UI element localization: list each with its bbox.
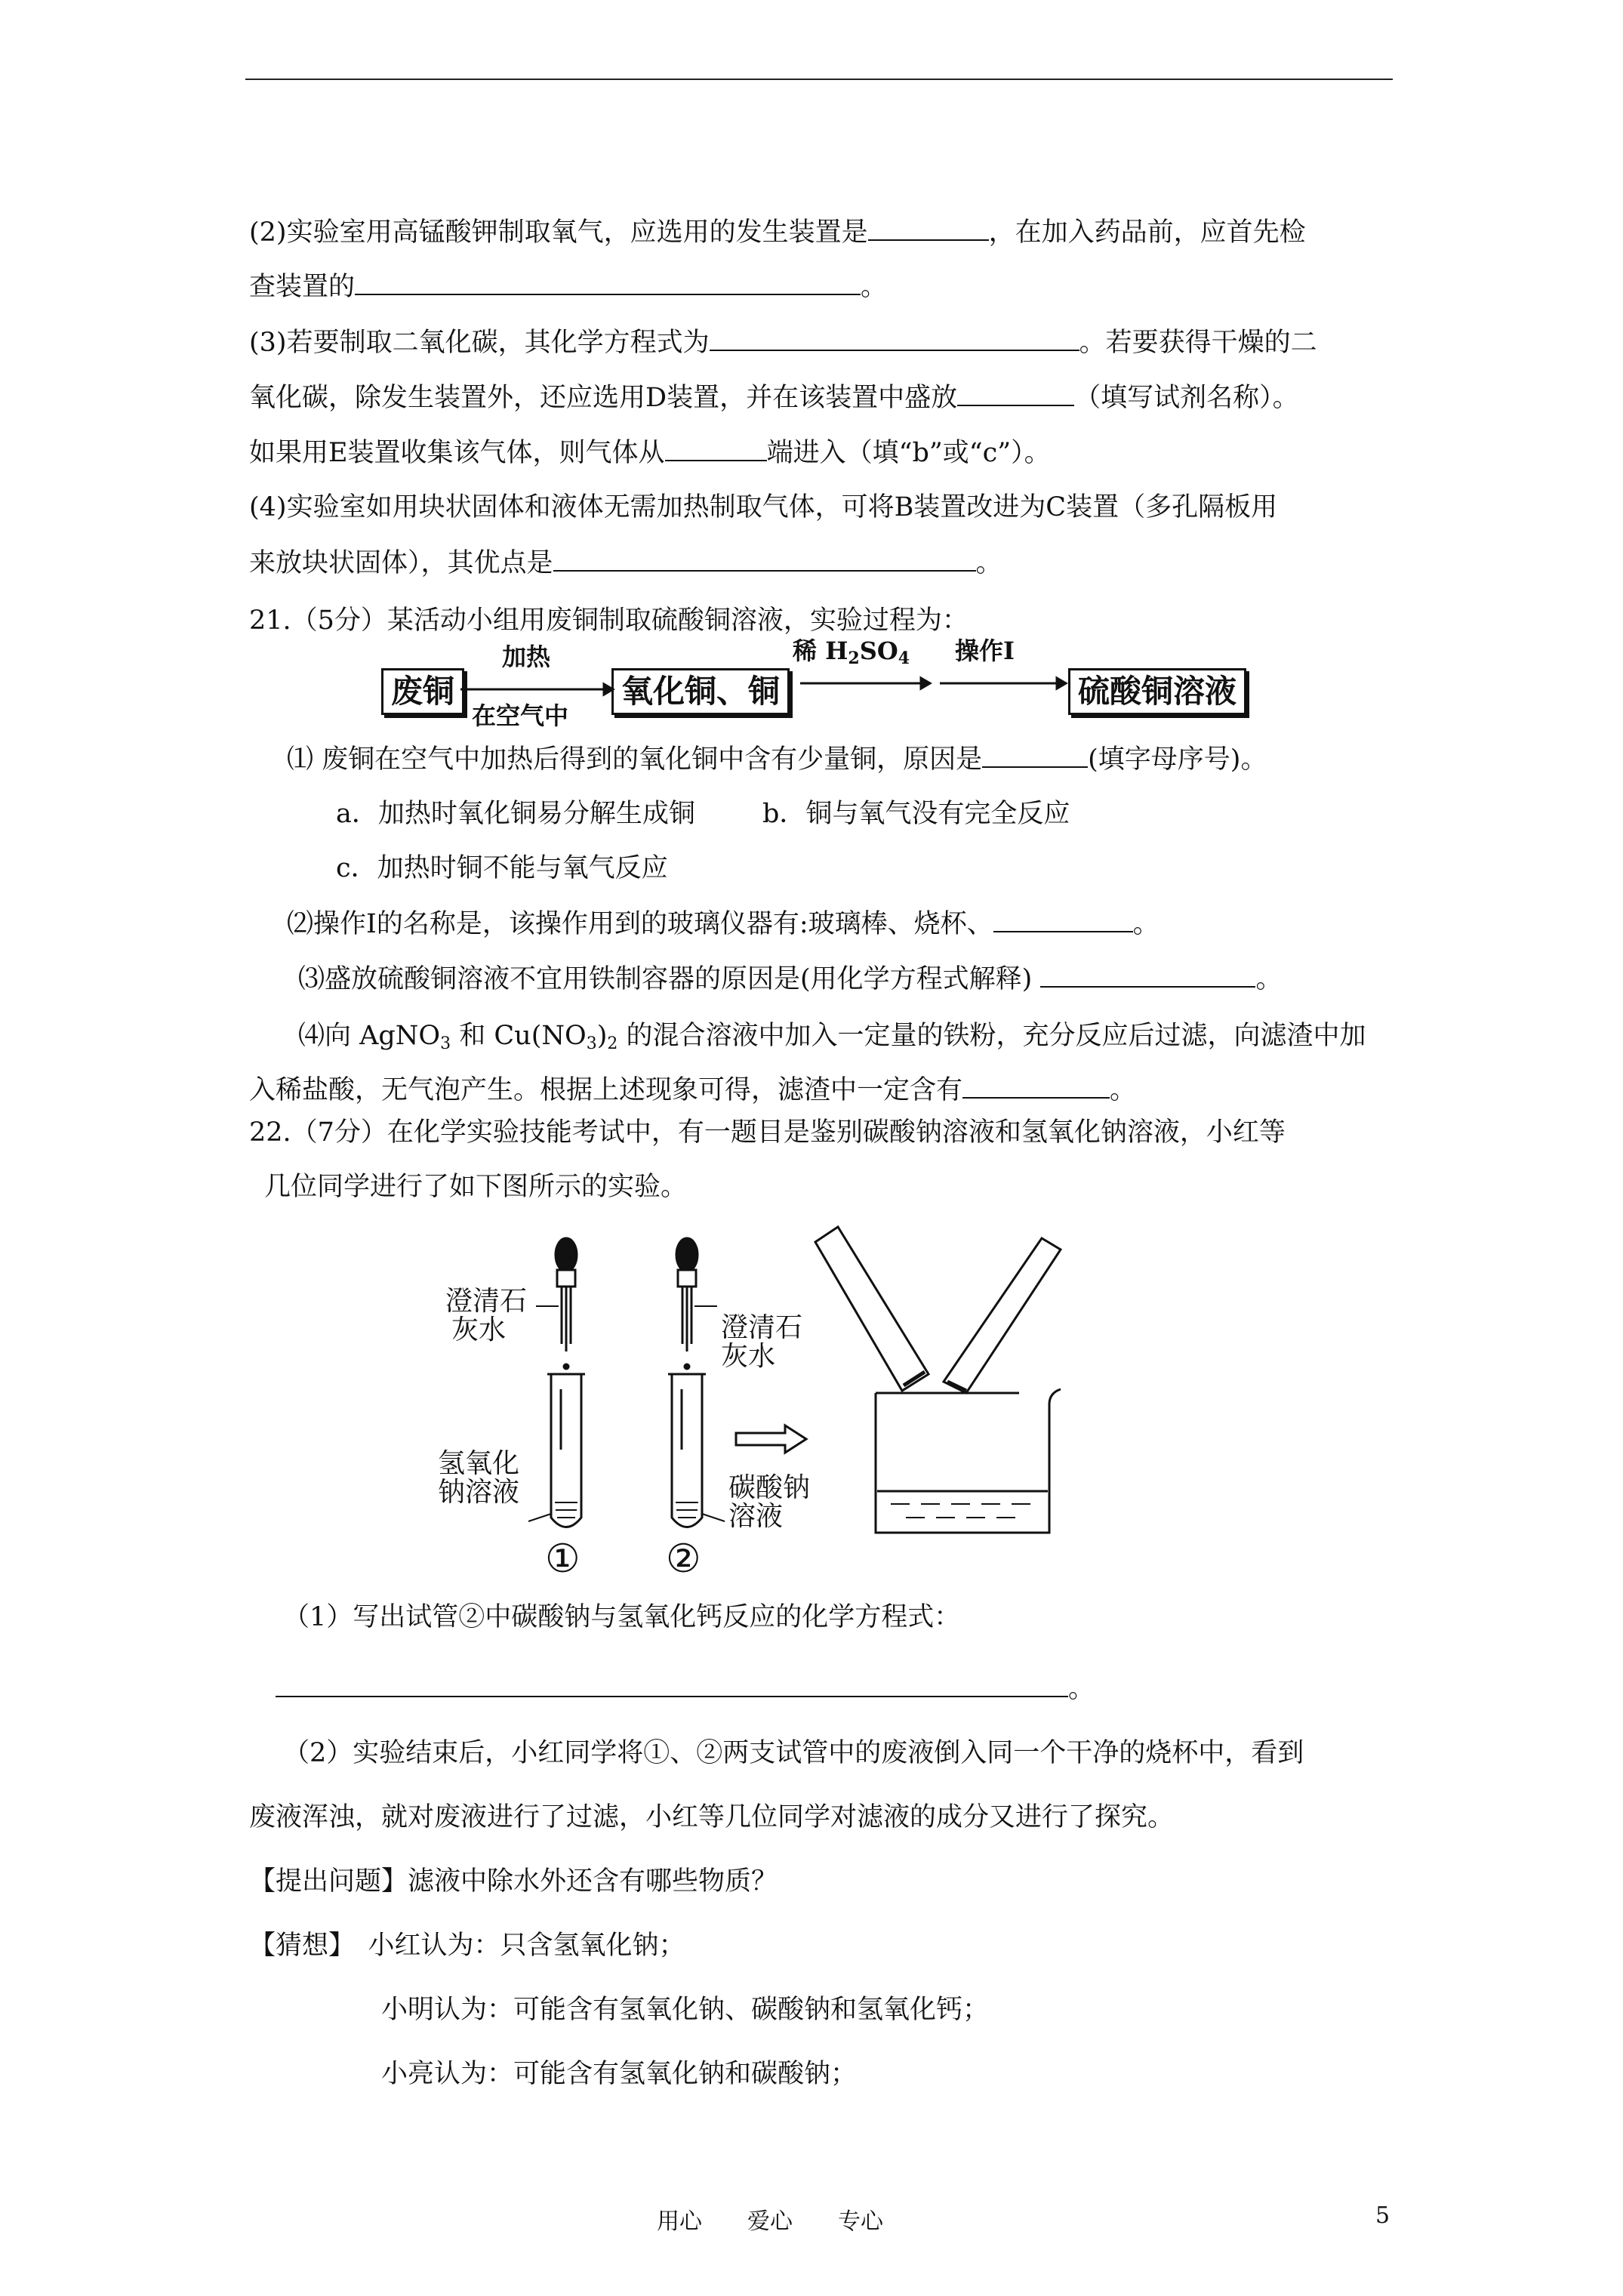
leader-left-bottom [528, 1514, 551, 1521]
text: 灰水 [721, 1341, 776, 1372]
process-flow-diagram [377, 638, 1306, 736]
pouring-tube-left [815, 1227, 929, 1391]
answer-blank[interactable] [553, 547, 976, 572]
test-tube-1 [547, 1374, 585, 1527]
arrow3-head [1057, 678, 1066, 689]
subscript: 2 [848, 649, 860, 668]
text: 如果用E装置收集该气体，则气体从 [249, 438, 665, 468]
arrow2-head [921, 678, 930, 689]
subscript: 2 [607, 1034, 618, 1053]
q21-part4-line2 [249, 1074, 1136, 1107]
text: 氧化碳，除发生装置外，还应选用D装置，并在该装置中盛放 [249, 383, 958, 413]
text: 查装置的 [249, 272, 356, 302]
text: 稀 H [793, 636, 848, 665]
q20-part3-line3 [249, 436, 1051, 470]
flow-arrows [377, 638, 1306, 736]
answer-blank[interactable] [982, 744, 1088, 768]
q22-guess-line2: 小明认为：可能含有氢氧化钠、碳酸钠和氢氧化钙； [381, 1995, 990, 2025]
text: 和 Cu(NO [451, 1021, 587, 1051]
flow-arrow1-bottom: 在空气中 [472, 701, 569, 730]
text: 。 [1110, 1075, 1137, 1105]
answer-blank[interactable] [710, 327, 1079, 351]
answer-blank[interactable] [868, 217, 989, 241]
pouring-tube-right [944, 1238, 1061, 1393]
q21-header: 21.（5分）某活动小组用废铜制取硫酸铜溶液，实验过程为： [249, 606, 969, 636]
subscript: 3 [586, 1034, 597, 1053]
text: ⑵操作Ⅰ的名称是，该操作用到的玻璃仪器有:玻璃棒、烧杯、 [287, 909, 993, 939]
q20-part4-line1 [249, 491, 1277, 524]
text: ⑴ 废铜在空气中加热后得到的氧化铜中含有少量铜，原因是 [287, 744, 983, 775]
text: SO [859, 636, 898, 665]
footer-motto: 用心 爱心 专心 [657, 2208, 883, 2235]
answer-blank[interactable] [962, 1074, 1110, 1099]
text: 碳酸钠 [728, 1472, 811, 1503]
q22-ask: 【提出问题】滤液中除水外还含有哪些物质？ [249, 1866, 778, 1897]
experiment-figure [438, 1223, 1064, 1601]
text: (填字母序号)。 [1088, 744, 1267, 775]
text: 。 [975, 548, 1002, 578]
q22-part2-line2: 废液浑浊，就对废液进行了过滤，小红等几位同学对滤液的成分又进行了探究。 [249, 1802, 1175, 1832]
text: (4)实验室如用块状固体和液体无需加热制取气体，可将B装置改进为C装置（多孔隔板用 [249, 492, 1278, 522]
tube-number-2: ② [666, 1536, 701, 1582]
tube-number-1: ① [545, 1536, 581, 1582]
text: 澄清石 [721, 1312, 803, 1343]
dropper-left [556, 1238, 577, 1369]
flow-box-copper-oxide: 氧化铜、铜 [611, 668, 790, 715]
text: 端进入（填“b”或“c”）。 [766, 438, 1051, 468]
text: (2)实验室用高锰酸钾制取氧气，应选用的发生装置是 [249, 217, 868, 248]
answer-blank[interactable] [665, 437, 767, 461]
apparatus-drawing [445, 1223, 1064, 1601]
q20-part3-line1 [249, 326, 1317, 359]
answer-blank[interactable] [993, 908, 1133, 932]
text: 。若要获得干燥的二 [1079, 328, 1317, 358]
text: (3)若要制取二氧化碳，其化学方程式为 [249, 328, 710, 358]
text: ，在加入药品前，应首先检 [988, 217, 1306, 248]
q21-part3 [298, 963, 1282, 996]
q20-part2-line1 [249, 216, 1306, 249]
q20-part3-line2 [249, 381, 1299, 415]
arrow1-head [604, 684, 613, 695]
subscript: 4 [898, 649, 910, 668]
text: 溶液 [728, 1501, 784, 1532]
hollow-arrow [736, 1425, 806, 1453]
label-limewater-right [721, 1314, 802, 1371]
text: （填写试剂名称）。 [1074, 383, 1299, 413]
text: 。 [861, 272, 888, 302]
text: ⑷向 AgNO [298, 1021, 441, 1051]
q21-option-c: c．加热时铜不能与氧气反应 [336, 853, 668, 883]
label-na2co3-solution [728, 1474, 810, 1531]
label-naoh-solution [438, 1450, 519, 1507]
dropper-right [676, 1238, 698, 1369]
answer-blank[interactable] [957, 382, 1074, 406]
q22-part1: （1）写出试管②中碳酸钠与氢氧化钙反应的化学方程式： [283, 1602, 961, 1632]
answer-blank[interactable] [1040, 963, 1255, 988]
flow-arrow1-top: 加热 [502, 643, 551, 671]
text: 。 [1132, 909, 1160, 939]
text: 入稀盐酸，无气泡产生。根据上述现象可得，滤渣中一定含有 [249, 1075, 963, 1105]
answer-blank[interactable] [355, 271, 861, 295]
text: ) [596, 1021, 608, 1051]
q22-part2-line1: （2）实验结束后，小红同学将①、②两支试管中的废液倒入同一个干净的烧杯中，看到 [283, 1738, 1304, 1768]
text: ⑶盛放硫酸铜溶液不宜用铁制容器的原因是(用化学方程式解释) [298, 964, 1033, 994]
leader-right-bottom [702, 1514, 725, 1521]
beaker [876, 1389, 1061, 1533]
subscript: 3 [440, 1034, 451, 1053]
q20-part2-line2 [249, 270, 887, 304]
flow-box-waste-copper: 废铜 [381, 668, 464, 715]
flow-box-copper-sulfate: 硫酸铜溶液 [1068, 668, 1246, 715]
header-rule [245, 79, 1393, 80]
q21-option-b: b．铜与氧气没有完全反应 [762, 799, 1070, 829]
text: 钠溶液 [438, 1477, 520, 1508]
answer-blank[interactable] [276, 1673, 1068, 1697]
label-limewater-left [445, 1287, 527, 1345]
test-tube-2 [668, 1374, 706, 1527]
q21-part4-line1 [298, 1019, 1366, 1061]
text: 灰水 [451, 1314, 507, 1345]
text: 。 [1255, 964, 1283, 994]
q20-part4-line2 [249, 547, 1002, 580]
q21-part1 [287, 743, 1267, 776]
q22-guess-line1 [249, 1929, 685, 1962]
text: 氢氧化 [438, 1448, 520, 1479]
text: 的混合溶液中加入一定量的铁粉，充分反应后过滤，向滤渣中加 [617, 1021, 1366, 1051]
text: 来放块状固体），其优点是 [249, 548, 553, 578]
text: 澄清石 [445, 1286, 528, 1317]
text: 。 [1068, 1674, 1095, 1704]
q22-header-line1: 22.（7分）在化学实验技能考试中，有一题目是鉴别碳酸钠溶液和氢氧化钠溶液，小红等 [249, 1117, 1286, 1148]
flow-arrow3-top: 操作Ⅰ [955, 636, 1015, 665]
guess-label: 【猜想】 [249, 1931, 342, 1961]
q21-option-a: a．加热时氧化铜易分解生成铜 [336, 799, 695, 829]
q21-part2 [287, 908, 1160, 941]
guess-xiaohong: 小红认为：只含氢氧化钠； [368, 1931, 685, 1961]
q22-guess-line3: 小亮认为：可能含有氢氧化钠和碳酸钠； [381, 2059, 858, 2089]
page-number: 5 [1375, 2202, 1390, 2229]
q22-part1-answer [276, 1672, 1095, 1706]
q22-header-line2: 几位同学进行了如下图所示的实验。 [264, 1172, 688, 1202]
